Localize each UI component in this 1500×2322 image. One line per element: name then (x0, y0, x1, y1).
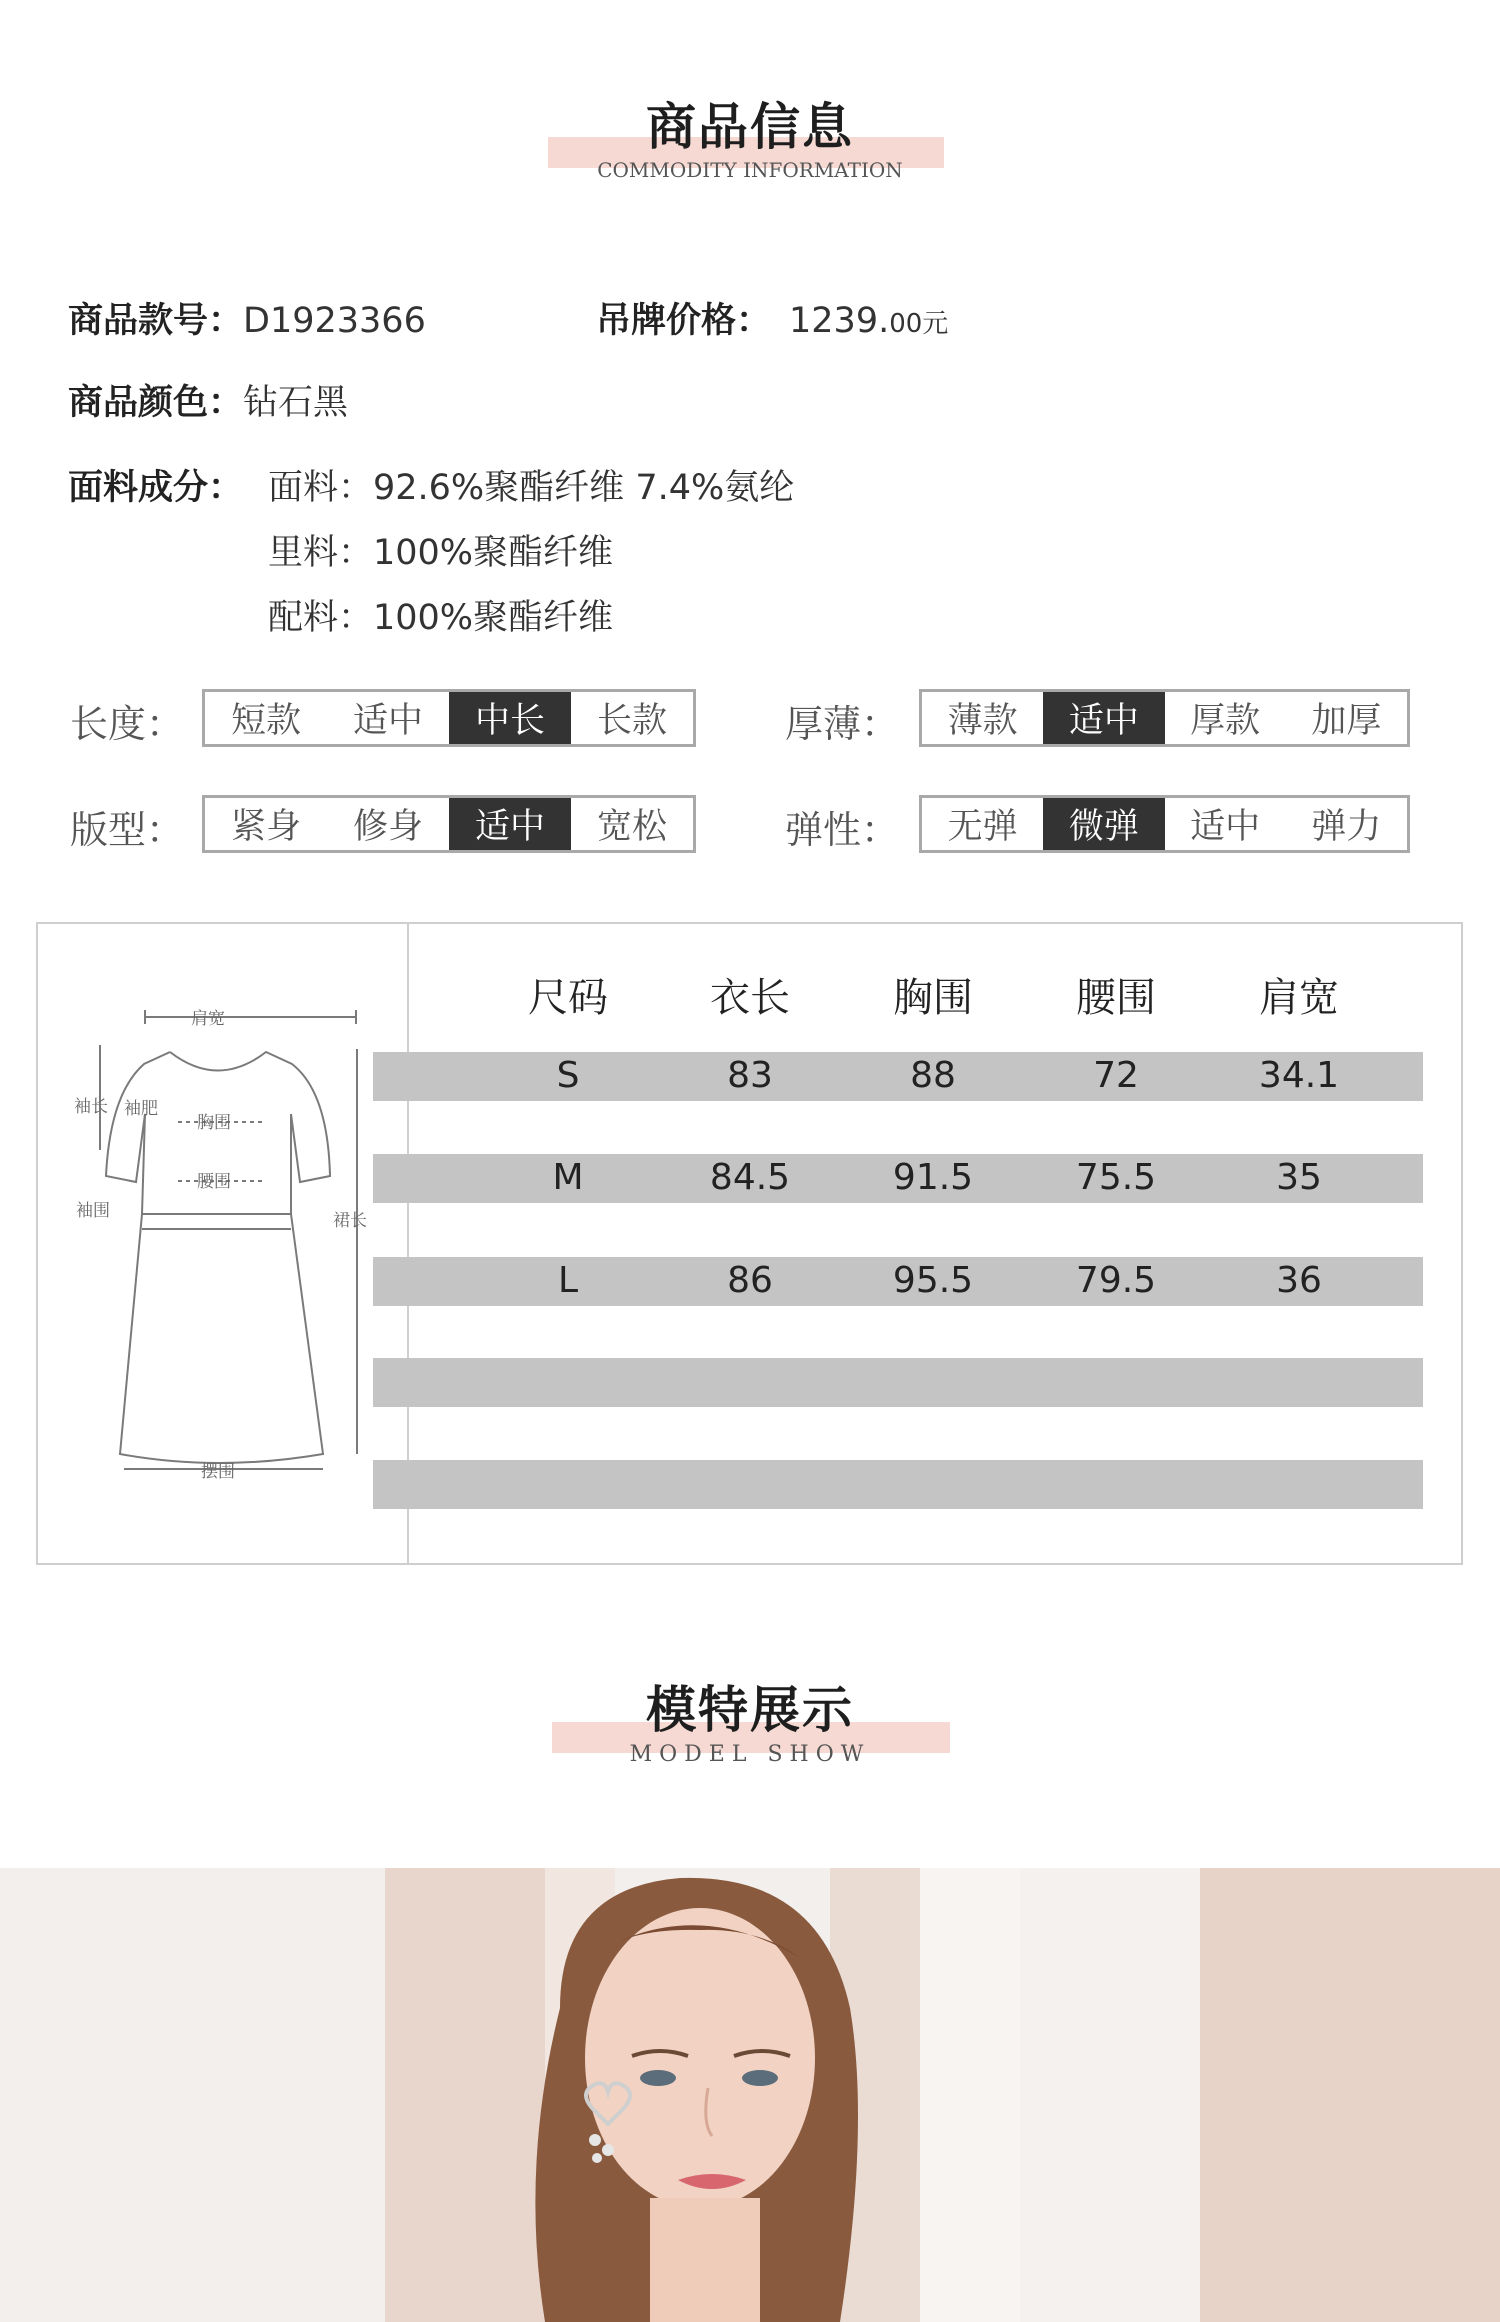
table-cell: S (556, 1055, 580, 1096)
length-option: 中长 (449, 692, 571, 744)
product-color (68, 375, 348, 425)
table-cell: 36 (1276, 1260, 1322, 1301)
column-header-waist: 腰围 (1076, 975, 1156, 1021)
dress-measurement-diagram (38, 924, 409, 1563)
fabric-line: 配料：100%聚酯纤维 (268, 598, 614, 638)
table-cell: 84.5 (709, 1157, 791, 1198)
thickness-option: 加厚 (1311, 701, 1382, 741)
fit-option: 修身 (352, 807, 423, 847)
table-cell: 86 (727, 1260, 773, 1301)
section-subtitle: COMMODITY INFORMATION (597, 158, 903, 182)
elasticity-option: 微弹 (1043, 798, 1164, 850)
table-cell: 34.1 (1258, 1055, 1340, 1096)
fit-option: 适中 (449, 798, 571, 850)
diagram-label-sleeve-width: 袖肥 (124, 1099, 158, 1119)
diagram-label-waist: 腰围 (197, 1172, 231, 1192)
fabric-label: 面料成分： (68, 468, 244, 508)
product-color-value: 钻石黑 (243, 383, 349, 423)
table-cell: M (552, 1157, 584, 1198)
length-option: 长款 (596, 701, 667, 741)
fabric-line: 面料：92.6%聚酯纤维 7.4%氨纶 (268, 468, 795, 508)
fit-label: 版型： (70, 808, 185, 852)
table-stripe (373, 1358, 1423, 1407)
column-header-length: 衣长 (710, 975, 790, 1021)
fit-option: 宽松 (596, 807, 667, 847)
elasticity-label: 弹性： (785, 808, 900, 852)
table-cell: 91.5 (892, 1157, 974, 1198)
style-number-value: D1923366 (243, 301, 426, 341)
fit-option: 紧身 (230, 807, 301, 847)
length-label: 长度： (70, 702, 185, 746)
fit-selector (202, 795, 696, 853)
fabric-composition (68, 460, 243, 510)
thickness-option: 薄款 (947, 701, 1018, 741)
length-selector (202, 689, 696, 747)
model-photo (0, 1868, 1500, 2322)
thickness-option: 适中 (1043, 692, 1164, 744)
table-cell: L (557, 1260, 579, 1301)
table-cell: 35 (1276, 1157, 1322, 1198)
elasticity-selector (919, 795, 1410, 853)
diagram-label-cuff: 袖围 (76, 1201, 110, 1221)
elasticity-option: 弹力 (1311, 807, 1382, 847)
length-option: 短款 (230, 701, 301, 741)
fabric-line: 里料：100%聚酯纤维 (268, 533, 614, 573)
style-number-label: 商品款号： (68, 301, 244, 341)
table-cell: 79.5 (1075, 1260, 1157, 1301)
diagram-label-sleeve-length: 袖长 (74, 1097, 108, 1117)
tag-price-decimal: 00元 (889, 309, 949, 339)
model-show-header (0, 1678, 1500, 1768)
tag-price-value: 1239. (789, 301, 890, 341)
table-cell: 95.5 (892, 1260, 974, 1301)
commodity-info-header (0, 96, 1500, 186)
elasticity-option: 无弹 (947, 807, 1018, 847)
diagram-label-shoulder: 肩宽 (191, 1009, 225, 1029)
diagram-label-chest: 胸围 (197, 1113, 231, 1133)
table-cell: 83 (727, 1055, 773, 1096)
thickness-selector (919, 689, 1410, 747)
column-header-chest: 胸围 (893, 975, 973, 1021)
column-header-shoulder: 肩宽 (1259, 975, 1339, 1021)
product-color-label: 商品颜色： (68, 383, 244, 423)
tag-price-label: 吊牌价格： (596, 301, 772, 341)
diagram-label-dress-length: 裙长 (333, 1211, 367, 1231)
thickness-option: 厚款 (1190, 701, 1261, 741)
section-title: 商品信息 (646, 98, 854, 156)
table-stripe (373, 1460, 1423, 1509)
tag-price (596, 293, 948, 343)
length-option: 适中 (352, 701, 423, 741)
section-subtitle: MODEL SHOW (629, 1742, 871, 1767)
section-title: 模特展示 (646, 1681, 854, 1739)
table-cell: 88 (910, 1055, 956, 1096)
table-cell: 72 (1093, 1055, 1139, 1096)
elasticity-option: 适中 (1190, 807, 1261, 847)
style-number (68, 293, 426, 343)
diagram-label-hem: 摆围 (201, 1462, 235, 1482)
dress-outline-icon (38, 924, 409, 1563)
thickness-label: 厚薄： (785, 702, 900, 746)
table-cell: 75.5 (1075, 1157, 1157, 1198)
column-header-size: 尺码 (528, 975, 608, 1021)
